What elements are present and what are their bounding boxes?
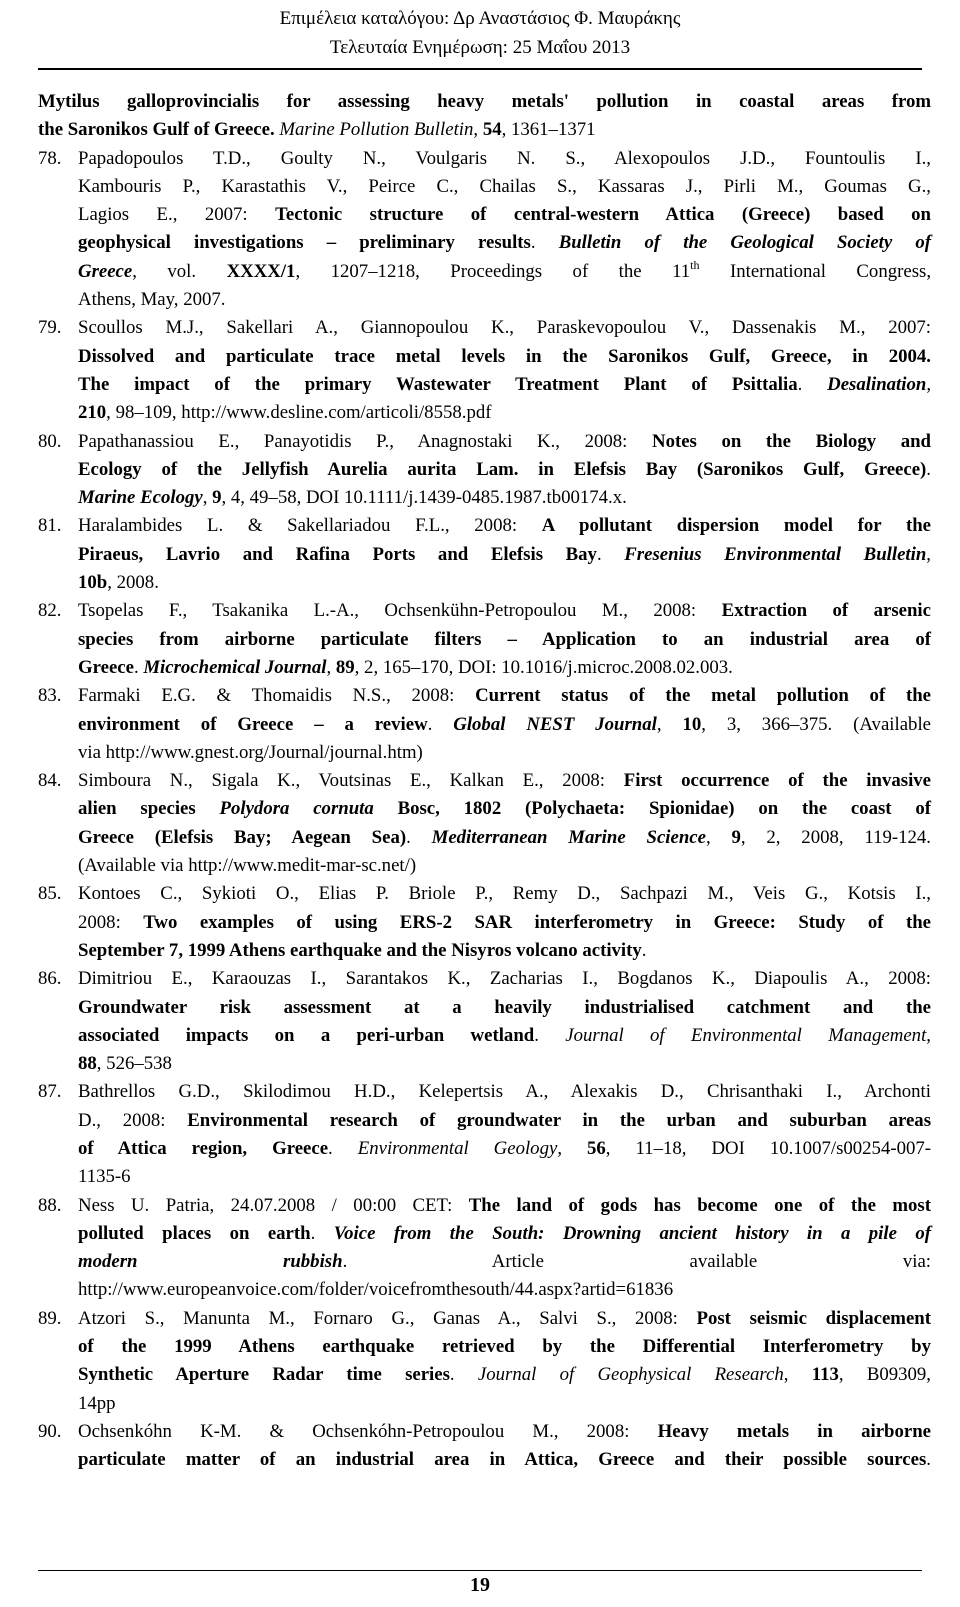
ref-89-line-2: of the 1999 Athens earthquake retrieved by the Differential Interferometry by	[78, 1336, 931, 1358]
reference-80	[38, 428, 931, 513]
ref-88-line-4: http://www.europeanvoice.com/folder/voicefromthesouth/44.aspx?artid=61836	[78, 1279, 674, 1301]
header-editor-line: Επιμέλεια καταλόγου: Δρ Αναστάσιος Φ. Μαυράκης	[279, 8, 681, 29]
ref-87-line-2: D., 2008: Environmental research of groundwater in the urban and suburban areas	[78, 1109, 931, 1131]
ref-87-line-1: 87. Bathrellos G.D., Skilodimou H.D., Kelepertsis A., Alexakis D., Chrisanthaki I., Archonti	[38, 1081, 931, 1103]
ref-86-line-3: associated impacts on a peri-urban wetland. Journal of Environmental Management,	[78, 1024, 931, 1046]
ref-79-line-4: 210, 98–109, http://www.desline.com/articoli/8558.pdf	[78, 402, 492, 424]
ref-90-line-2: particulate matter of an industrial area in Attica, Greece and their possible sources.	[78, 1449, 931, 1471]
ref-81-line-1: 81. Haralambides L. & Sakellariadou F.L., 2008: A pollutant dispersion model for the	[38, 515, 931, 537]
reference-77	[38, 88, 931, 145]
ref-83-line-1: 83. Farmaki E.G. & Thomaidis N.S., 2008: Current status of the metal pollution of the	[38, 685, 931, 707]
ref-81-line-2: Piraeus, Lavrio and Rafina Ports and Elefsis Bay. Fresenius Environmental Bulletin,	[78, 543, 931, 565]
ref-79-line-2: Dissolved and particulate trace metal levels in the Saronikos Gulf, Greece, in 2004.	[78, 345, 931, 367]
ref-88-line-2: polluted places on earth. Voice from the South: Drowning ancient history in a pile of	[78, 1222, 931, 1244]
reference-84	[38, 767, 931, 880]
ref-90-line-1: 90. Ochsenkóhn K-M. & Ochsenkóhn-Petropoulou M., 2008: Heavy metals in airborne	[38, 1420, 931, 1442]
ref-84-line-2: alien species Polydora cornuta Bosc, 1802 (Polychaeta: Spionidae) on the coast of	[78, 798, 931, 820]
ref-82-line-2: species from airborne particulate filters – Application to an industrial area of	[78, 628, 931, 650]
ref-88-line-3: modern rubbish. Article available via:	[78, 1251, 931, 1273]
ref-84-line-3: Greece (Elefsis Bay; Aegean Sea). Mediterranean Marine Science, 9, 2, 2008, 119-124.	[78, 826, 931, 848]
ref-86-line-2: Groundwater risk assessment at a heavily industrialised catchment and the	[78, 996, 931, 1018]
reference-79	[38, 314, 931, 427]
ref-87-line-3: of Attica region, Greece. Environmental Geology, 56, 11–18, DOI 10.1007/s00254-007-	[78, 1137, 932, 1159]
footer-divider	[38, 1570, 922, 1571]
ref-84-line-4: (Available via http://www.medit-mar-sc.net/)	[78, 855, 417, 877]
ref-79-line-1: 79. Scoullos M.J., Sakellari A., Giannopoulou K., Paraskevopoulou V., Dassenakis M., 2007:	[38, 317, 931, 339]
reference-88	[38, 1192, 931, 1305]
reference-90	[38, 1418, 931, 1475]
header-update-line: Τελευταία Ενημέρωση: 25 Μαΐου 2013	[329, 37, 631, 58]
reference-78	[38, 145, 931, 315]
ref-85-line-2: 2008: Two examples of using ERS-2 SAR interferometry in Greece: Study of the	[78, 911, 931, 933]
ref-89-line-1: 89. Atzori S., Manunta M., Fornaro G., Ganas A., Salvi S., 2008: Post seismic displacement	[38, 1307, 931, 1329]
reference-83	[38, 682, 931, 767]
ref-80-line-1: 80. Papathanassiou E., Panayotidis P., Anagnostaki K., 2008: Notes on the Biology and	[38, 430, 931, 452]
ref-85-line-3: September 7, 1999 Athens earthquake and the Nisyros volcano activity.	[78, 939, 647, 961]
reference-85	[38, 880, 931, 965]
ref-78-line-6: Athens, May, 2007.	[78, 289, 226, 311]
ref-77-line-2: the Saronikos Gulf of Greece. Marine Pollution Bulletin, 54, 1361–1371	[38, 119, 596, 141]
ref-88-line-1: 88. Ness U. Patria, 24.07.2008 / 00:00 CET: The land of gods has become one of the most	[38, 1194, 931, 1216]
ref-80-line-3: Marine Ecology, 9, 4, 49–58, DOI 10.1111/j.1439-0485.1987.tb00174.x.	[78, 487, 627, 509]
ref-87-line-4: 1135-6	[78, 1166, 131, 1188]
ref-85-line-1: 85. Kontoes C., Sykioti O., Elias P. Briole P., Remy D., Sachpazi M., Veis G., Kotsis I.,	[38, 883, 931, 905]
ref-84-line-1: 84. Simboura N., Sigala K., Voutsinas E., Kalkan E., 2008: First occurrence of the invasive	[38, 770, 932, 792]
ref-81-line-3: 10b, 2008.	[78, 572, 159, 594]
reference-86	[38, 965, 931, 1078]
ref-82-line-3: Greece. Microchemical Journal, 89, 2, 165–170, DOI: 10.1016/j.microc.2008.02.003.	[78, 656, 733, 678]
page-number: 19	[470, 1574, 490, 1596]
ref-86-line-1: 86. Dimitriou E., Karaouzas I., Sarantakos K., Zacharias I., Bogdanos K., Diapoulis A., 2008:	[38, 968, 931, 990]
ref-89-line-4: 14pp	[78, 1392, 116, 1414]
ref-78-line-5: Greece, vol. XXXX/1, 1207–1218, Proceedings of the 11th International Congress,	[78, 257, 932, 282]
ref-78-line-3: Lagios E., 2007: Tectonic structure of central-western Attica (Greece) based on	[78, 204, 931, 226]
ref-79-line-3: The impact of the primary Wastewater Treatment Plant of Psittalia. Desalination,	[78, 373, 932, 395]
ref-83-line-3: via http://www.gnest.org/Journal/journal.htm)	[78, 741, 423, 763]
ref-82-line-1: 82. Tsopelas F., Tsakanika L.-A., Ochsenkühn-Petropoulou M., 2008: Extraction of arsenic	[38, 600, 931, 622]
reference-81	[38, 512, 931, 597]
reference-87	[38, 1078, 931, 1191]
ref-77-line-1: Mytilus galloprovincialis for assessing heavy metals' pollution in coastal areas from	[38, 91, 931, 112]
reference-list	[38, 88, 931, 1475]
ref-80-line-2: Ecology of the Jellyfish Aurelia aurita Lam. in Elefsis Bay (Saronikos Gulf, Greece).	[78, 458, 931, 480]
page-header	[0, 4, 960, 62]
ref-78-line-1: 78. Papadopoulos T.D., Goulty N., Voulgaris N. S., Alexopoulos J.D., Fountoulis I.,	[38, 147, 931, 169]
header-divider	[38, 68, 922, 70]
ref-89-line-3: Synthetic Aperture Radar time series. Journal of Geophysical Research, 113, B09309,	[78, 1364, 932, 1386]
reference-82	[38, 597, 931, 682]
ref-86-line-4: 88, 526–538	[78, 1053, 172, 1075]
ref-78-line-2: Kambouris P., Karastathis V., Peirce C., Chailas S., Kassaras J., Pirli M., Goumas G.,	[78, 175, 931, 197]
ref-78-line-4: geophysical investigations – preliminary results. Bulletin of the Geological Society of	[78, 232, 932, 254]
ref-83-line-2: environment of Greece – a review. Global NEST Journal, 10, 3, 366–375. (Available	[78, 713, 932, 735]
reference-89	[38, 1305, 931, 1418]
